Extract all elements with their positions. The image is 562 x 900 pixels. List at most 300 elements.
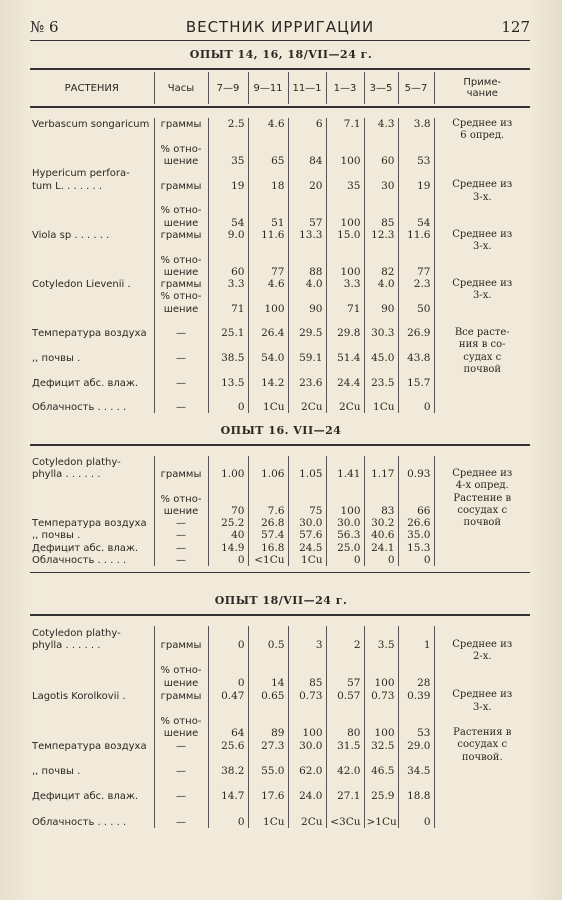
cell-val-1-3 <box>326 664 364 677</box>
cell-val-1-3 <box>326 192 364 204</box>
cell-val-1-3: 24.4 <box>326 376 364 388</box>
cell-note: 3-х. <box>434 192 530 204</box>
table-row <box>30 739 530 752</box>
table-row <box>30 155 530 167</box>
cell-val-9-11: 4.6 <box>248 278 288 290</box>
table-row <box>30 714 530 727</box>
cell-val-7-9 <box>208 167 248 179</box>
cell-val-5-7 <box>398 752 434 765</box>
cell-val-9-11: 17.6 <box>248 790 288 803</box>
cell-val-1-3: 51.4 <box>326 352 364 364</box>
cell-note: почвой. <box>434 752 530 765</box>
cell-val-3-5 <box>364 364 398 376</box>
cell-val-5-7: 50 <box>398 302 434 314</box>
cell-unit: — <box>154 765 208 778</box>
col-header-7-9: 7—9 <box>208 72 248 104</box>
cell-unit <box>154 777 208 790</box>
cell-note <box>434 143 530 155</box>
cell-note <box>434 541 530 553</box>
cell-val-9-11: 14.2 <box>248 376 288 388</box>
cell-plant-name: Облачность . . . . . <box>32 554 127 566</box>
cell-val-9-11: <1Cu <box>248 554 288 566</box>
cell-val-9-11 <box>248 167 288 179</box>
table1-body <box>30 118 530 413</box>
cell-val-11-1: 30.0 <box>288 517 326 529</box>
cell-val-11-1: 88 <box>288 266 326 278</box>
cell-val-5-7 <box>398 130 434 142</box>
cell-val-9-11: 1Cu <box>248 401 288 413</box>
cell-val-11-1: 2Cu <box>288 401 326 413</box>
cell-note <box>434 216 530 228</box>
cell-val-1-3: 71 <box>326 302 364 314</box>
cell-val-9-11: 26.8 <box>248 517 288 529</box>
cell-val-11-1 <box>288 802 326 815</box>
cell-unit <box>154 626 208 639</box>
cell-val-3-5: 100 <box>364 676 398 689</box>
cell-unit: % отно- <box>154 493 208 505</box>
cell-plant-name <box>30 727 154 740</box>
cell-val-3-5 <box>364 456 398 468</box>
cell-val-7-9: 64 <box>208 727 248 740</box>
cell-val-1-3 <box>326 389 364 401</box>
cell-val-11-1 <box>288 493 326 505</box>
cell-note <box>434 167 530 179</box>
cell-val-7-9 <box>208 364 248 376</box>
cell-val-3-5: 40.6 <box>364 529 398 541</box>
cell-note: почвой <box>434 364 530 376</box>
cell-plant-name: tum L. . . . . . . <box>32 180 103 192</box>
cell-val-5-7 <box>398 290 434 302</box>
page-number: 127 <box>501 18 530 36</box>
cell-val-7-9 <box>208 241 248 253</box>
cell-val-9-11 <box>248 752 288 765</box>
table-row <box>30 167 530 179</box>
cell-note <box>434 456 530 468</box>
cell-unit: % отно- <box>154 290 208 302</box>
cell-note <box>434 302 530 314</box>
cell-val-1-3: 29.8 <box>326 327 364 339</box>
cell-plant-name <box>30 204 154 216</box>
cell-val-9-11 <box>248 651 288 664</box>
cell-unit: шение <box>154 676 208 689</box>
cell-val-5-7: 3.8 <box>398 118 434 130</box>
cell-note: почвой <box>434 517 530 529</box>
cell-val-11-1: 6 <box>288 118 326 130</box>
cell-val-7-9: 0.47 <box>208 689 248 702</box>
cell-val-5-7 <box>398 651 434 664</box>
cell-val-5-7 <box>398 802 434 815</box>
cell-val-11-1: 62.0 <box>288 765 326 778</box>
cell-val-1-3: 7.1 <box>326 118 364 130</box>
cell-val-9-11: 0.65 <box>248 689 288 702</box>
table-row <box>30 676 530 689</box>
cell-val-7-9: 1.00 <box>208 468 248 480</box>
cell-val-9-11 <box>248 702 288 715</box>
cell-val-1-3: 0.57 <box>326 689 364 702</box>
cell-val-1-3: 56.3 <box>326 529 364 541</box>
cell-note: Среднее из <box>434 689 530 702</box>
cell-note: 3-х. <box>434 290 530 302</box>
cell-val-3-5: 0.73 <box>364 689 398 702</box>
cell-val-9-11: 77 <box>248 266 288 278</box>
cell-val-1-3: 100 <box>326 155 364 167</box>
cell-val-11-1: 59.1 <box>288 352 326 364</box>
cell-note <box>434 315 530 327</box>
table3-body <box>30 626 530 828</box>
table1-top-rule <box>30 68 530 70</box>
cell-plant-name: phylla . . . . . . <box>32 640 101 652</box>
table-row <box>30 790 530 803</box>
cell-val-7-9: 38.2 <box>208 765 248 778</box>
cell-val-11-1 <box>288 167 326 179</box>
cell-val-3-5 <box>364 204 398 216</box>
cell-plant-name <box>30 253 154 265</box>
cell-val-9-11 <box>248 364 288 376</box>
table-row <box>30 389 530 401</box>
cell-val-9-11: 27.3 <box>248 739 288 752</box>
cell-val-7-9: 25.2 <box>208 517 248 529</box>
cell-val-9-11: 4.6 <box>248 118 288 130</box>
cell-val-11-1 <box>288 651 326 664</box>
cell-val-7-9 <box>208 204 248 216</box>
table-row <box>30 315 530 327</box>
cell-plant-name <box>30 290 154 302</box>
table-row <box>30 727 530 740</box>
table-row <box>30 480 530 492</box>
col-header-plants: РАСТЕНИЯ <box>64 82 119 94</box>
page-header <box>30 16 530 40</box>
cell-val-11-1 <box>288 664 326 677</box>
cell-unit: — <box>154 401 208 413</box>
cell-note: Все расте- <box>434 327 530 339</box>
cell-val-11-1: 57 <box>288 216 326 228</box>
cell-val-7-9 <box>208 714 248 727</box>
cell-val-9-11: 16.8 <box>248 541 288 553</box>
cell-val-9-11: 1.06 <box>248 468 288 480</box>
cell-val-11-1: 84 <box>288 155 326 167</box>
cell-val-3-5 <box>364 802 398 815</box>
cell-unit: — <box>154 790 208 803</box>
table-row <box>30 302 530 314</box>
table-row <box>30 651 530 664</box>
cell-val-11-1: 3 <box>288 639 326 652</box>
cell-unit <box>154 389 208 401</box>
cell-val-7-9: 25.6 <box>208 739 248 752</box>
table1-header-rule <box>30 106 530 108</box>
cell-plant-name: Cotyledon Lievenii . <box>32 279 131 291</box>
cell-val-11-1: 1Cu <box>288 554 326 566</box>
cell-val-11-1: 24.0 <box>288 790 326 803</box>
cell-val-3-5 <box>364 777 398 790</box>
cell-plant-name <box>30 192 154 204</box>
cell-val-9-11: 14 <box>248 676 288 689</box>
cell-unit: — <box>154 517 208 529</box>
cell-val-7-9 <box>208 651 248 664</box>
cell-val-3-5: 12.3 <box>364 229 398 241</box>
cell-val-11-1: 100 <box>288 727 326 740</box>
cell-plant-name <box>30 664 154 677</box>
cell-note <box>434 529 530 541</box>
cell-val-1-3 <box>326 290 364 302</box>
cell-val-1-3: 80 <box>326 727 364 740</box>
cell-val-5-7: 15.7 <box>398 376 434 388</box>
table-row <box>30 626 530 639</box>
cell-unit: граммы <box>154 179 208 191</box>
cell-val-3-5: 1.17 <box>364 468 398 480</box>
cell-val-3-5 <box>364 664 398 677</box>
cell-val-5-7: 53 <box>398 155 434 167</box>
cell-val-9-11 <box>248 493 288 505</box>
cell-plant-name <box>30 777 154 790</box>
cell-val-3-5 <box>364 480 398 492</box>
table-row <box>30 456 530 468</box>
cell-val-1-3 <box>326 130 364 142</box>
cell-val-1-3: 57 <box>326 676 364 689</box>
cell-val-7-9: 2.5 <box>208 118 248 130</box>
cell-val-3-5 <box>364 651 398 664</box>
cell-val-5-7 <box>398 777 434 790</box>
cell-val-1-3: 1.41 <box>326 468 364 480</box>
table-row <box>30 278 530 290</box>
cell-val-7-9: 0 <box>208 815 248 828</box>
cell-unit <box>154 702 208 715</box>
col-header-11-1: 11—1 <box>288 72 326 104</box>
table-row <box>30 339 530 351</box>
table-row <box>30 253 530 265</box>
cell-plant-name: ,, почвы . <box>32 530 81 542</box>
cell-val-7-9 <box>208 389 248 401</box>
cell-val-5-7 <box>398 192 434 204</box>
table-row <box>30 802 530 815</box>
cell-note <box>434 714 530 727</box>
cell-val-1-3 <box>326 204 364 216</box>
cell-note: Среднее из <box>434 468 530 480</box>
cell-unit <box>154 752 208 765</box>
cell-val-3-5 <box>364 752 398 765</box>
cell-val-5-7: 66 <box>398 505 434 517</box>
cell-plant-name: Температура воздуха <box>32 328 147 340</box>
cell-val-1-3 <box>326 777 364 790</box>
cell-note: сосудах с <box>434 739 530 752</box>
cell-note: судах с <box>434 352 530 364</box>
cell-val-1-3: 15.0 <box>326 229 364 241</box>
cell-val-11-1 <box>288 315 326 327</box>
cell-val-5-7: 0 <box>398 401 434 413</box>
cell-plant-name <box>30 143 154 155</box>
cell-val-11-1 <box>288 253 326 265</box>
cell-val-7-9 <box>208 456 248 468</box>
journal-title: ВЕСТНИК ИРРИГАЦИИ <box>185 18 375 36</box>
cell-plant-name: Lagotis Korolkovii . <box>32 690 126 702</box>
cell-unit: — <box>154 541 208 553</box>
cell-val-1-3 <box>326 143 364 155</box>
cell-val-9-11: 55.0 <box>248 765 288 778</box>
cell-val-7-9: 0 <box>208 554 248 566</box>
cell-val-9-11 <box>248 777 288 790</box>
col-header-9-11: 9—11 <box>248 72 288 104</box>
cell-val-5-7: 43.8 <box>398 352 434 364</box>
cell-unit <box>154 364 208 376</box>
cell-plant-name: Температура воздуха <box>32 518 147 530</box>
cell-val-3-5 <box>364 290 398 302</box>
cell-unit: шение <box>154 216 208 228</box>
cell-unit: граммы <box>154 689 208 702</box>
cell-val-7-9: 71 <box>208 302 248 314</box>
cell-plant-name: Cotyledon plathy- <box>32 457 121 469</box>
cell-val-5-7: 11.6 <box>398 229 434 241</box>
cell-val-5-7 <box>398 626 434 639</box>
cell-val-7-9: 35 <box>208 155 248 167</box>
cell-plant-name <box>30 480 154 492</box>
cell-val-1-3 <box>326 626 364 639</box>
cell-val-11-1: 29.5 <box>288 327 326 339</box>
cell-val-7-9 <box>208 315 248 327</box>
cell-val-5-7 <box>398 167 434 179</box>
cell-val-9-11: 100 <box>248 302 288 314</box>
cell-val-3-5 <box>364 389 398 401</box>
table-row <box>30 352 530 364</box>
cell-val-3-5: >1Cu <box>364 815 398 828</box>
cell-note <box>434 802 530 815</box>
cell-val-7-9 <box>208 752 248 765</box>
cell-val-3-5: 83 <box>364 505 398 517</box>
cell-val-3-5: 4.3 <box>364 118 398 130</box>
cell-val-1-3 <box>326 752 364 765</box>
cell-val-5-7 <box>398 339 434 351</box>
cell-val-3-5 <box>364 253 398 265</box>
table-row <box>30 505 530 517</box>
cell-val-1-3: 27.1 <box>326 790 364 803</box>
cell-val-7-9: 13.5 <box>208 376 248 388</box>
cell-val-1-3: <3Cu <box>326 815 364 828</box>
cell-note: Растения в <box>434 727 530 740</box>
cell-val-11-1: 13.3 <box>288 229 326 241</box>
cell-plant-name <box>30 130 154 142</box>
cell-val-5-7: 0.39 <box>398 689 434 702</box>
cell-plant-name <box>30 155 154 167</box>
cell-unit: % отно- <box>154 714 208 727</box>
cell-val-5-7: 26.6 <box>398 517 434 529</box>
cell-val-3-5: 30 <box>364 179 398 191</box>
cell-val-9-11 <box>248 456 288 468</box>
cell-unit: — <box>154 529 208 541</box>
cell-val-1-3: 25.0 <box>326 541 364 553</box>
cell-val-9-11 <box>248 204 288 216</box>
cell-val-1-3 <box>326 651 364 664</box>
table-row <box>30 689 530 702</box>
cell-unit: шение <box>154 155 208 167</box>
cell-val-7-9: 54 <box>208 216 248 228</box>
cell-unit <box>154 241 208 253</box>
cell-unit: шение <box>154 266 208 278</box>
col-header-notes: Приме- чание <box>434 72 530 104</box>
cell-val-1-3: 30.0 <box>326 517 364 529</box>
cell-unit <box>154 130 208 142</box>
cell-val-1-3 <box>326 315 364 327</box>
cell-plant-name <box>30 651 154 664</box>
cell-val-9-11: 89 <box>248 727 288 740</box>
cell-val-5-7: 19 <box>398 179 434 191</box>
cell-val-9-11 <box>248 802 288 815</box>
cell-val-9-11: 51 <box>248 216 288 228</box>
table2-top-rule <box>30 444 530 446</box>
cell-note: Среднее из <box>434 179 530 191</box>
table-row <box>30 664 530 677</box>
cell-val-1-3 <box>326 456 364 468</box>
cell-val-11-1 <box>288 204 326 216</box>
cell-val-1-3 <box>326 364 364 376</box>
cell-val-9-11: 1Cu <box>248 815 288 828</box>
cell-note <box>434 626 530 639</box>
cell-note <box>434 765 530 778</box>
cell-val-7-9 <box>208 192 248 204</box>
cell-val-1-3 <box>326 167 364 179</box>
table-row <box>30 702 530 715</box>
cell-val-3-5: 32.5 <box>364 739 398 752</box>
cell-unit: % отно- <box>154 253 208 265</box>
cell-note <box>434 664 530 677</box>
cell-val-7-9 <box>208 702 248 715</box>
cell-val-11-1 <box>288 389 326 401</box>
cell-val-11-1 <box>288 456 326 468</box>
cell-val-5-7: 26.9 <box>398 327 434 339</box>
cell-val-11-1 <box>288 364 326 376</box>
cell-val-9-11 <box>248 389 288 401</box>
table-row <box>30 639 530 652</box>
cell-val-3-5: 3.5 <box>364 639 398 652</box>
cell-unit <box>154 192 208 204</box>
cell-note <box>434 554 530 566</box>
cell-val-5-7: 54 <box>398 216 434 228</box>
cell-note: сосудах с <box>434 505 530 517</box>
cell-val-3-5: 0 <box>364 554 398 566</box>
cell-plant-name: Viola sp . . . . . . <box>32 229 110 241</box>
cell-unit: граммы <box>154 229 208 241</box>
cell-plant-name <box>30 339 154 351</box>
cell-val-7-9 <box>208 626 248 639</box>
cell-plant-name: Дефицит абс. влаж. <box>32 377 139 389</box>
cell-val-7-9: 14.7 <box>208 790 248 803</box>
col-header-5-7: 5—7 <box>398 72 434 104</box>
cell-val-1-3 <box>326 253 364 265</box>
cell-val-11-1: 0.73 <box>288 689 326 702</box>
cell-val-7-9: 38.5 <box>208 352 248 364</box>
table-row <box>30 468 530 480</box>
cell-val-5-7 <box>398 143 434 155</box>
col-header-3-5: 3—5 <box>364 72 398 104</box>
cell-unit <box>154 480 208 492</box>
cell-val-5-7: 35.0 <box>398 529 434 541</box>
cell-val-3-5 <box>364 626 398 639</box>
cell-note: Среднее из <box>434 229 530 241</box>
cell-val-9-11 <box>248 143 288 155</box>
cell-unit: — <box>154 739 208 752</box>
cell-val-1-3 <box>326 493 364 505</box>
cell-val-1-3: 31.5 <box>326 739 364 752</box>
cell-val-11-1: 75 <box>288 505 326 517</box>
cell-val-3-5: 30.2 <box>364 517 398 529</box>
cell-val-7-9 <box>208 290 248 302</box>
cell-val-3-5: 46.5 <box>364 765 398 778</box>
cell-unit <box>154 339 208 351</box>
cell-plant-name <box>30 676 154 689</box>
cell-val-3-5: 60 <box>364 155 398 167</box>
cell-val-7-9 <box>208 339 248 351</box>
table2-body <box>30 456 530 566</box>
cell-val-5-7 <box>398 493 434 505</box>
table-row <box>30 327 530 339</box>
cell-val-1-3 <box>326 702 364 715</box>
